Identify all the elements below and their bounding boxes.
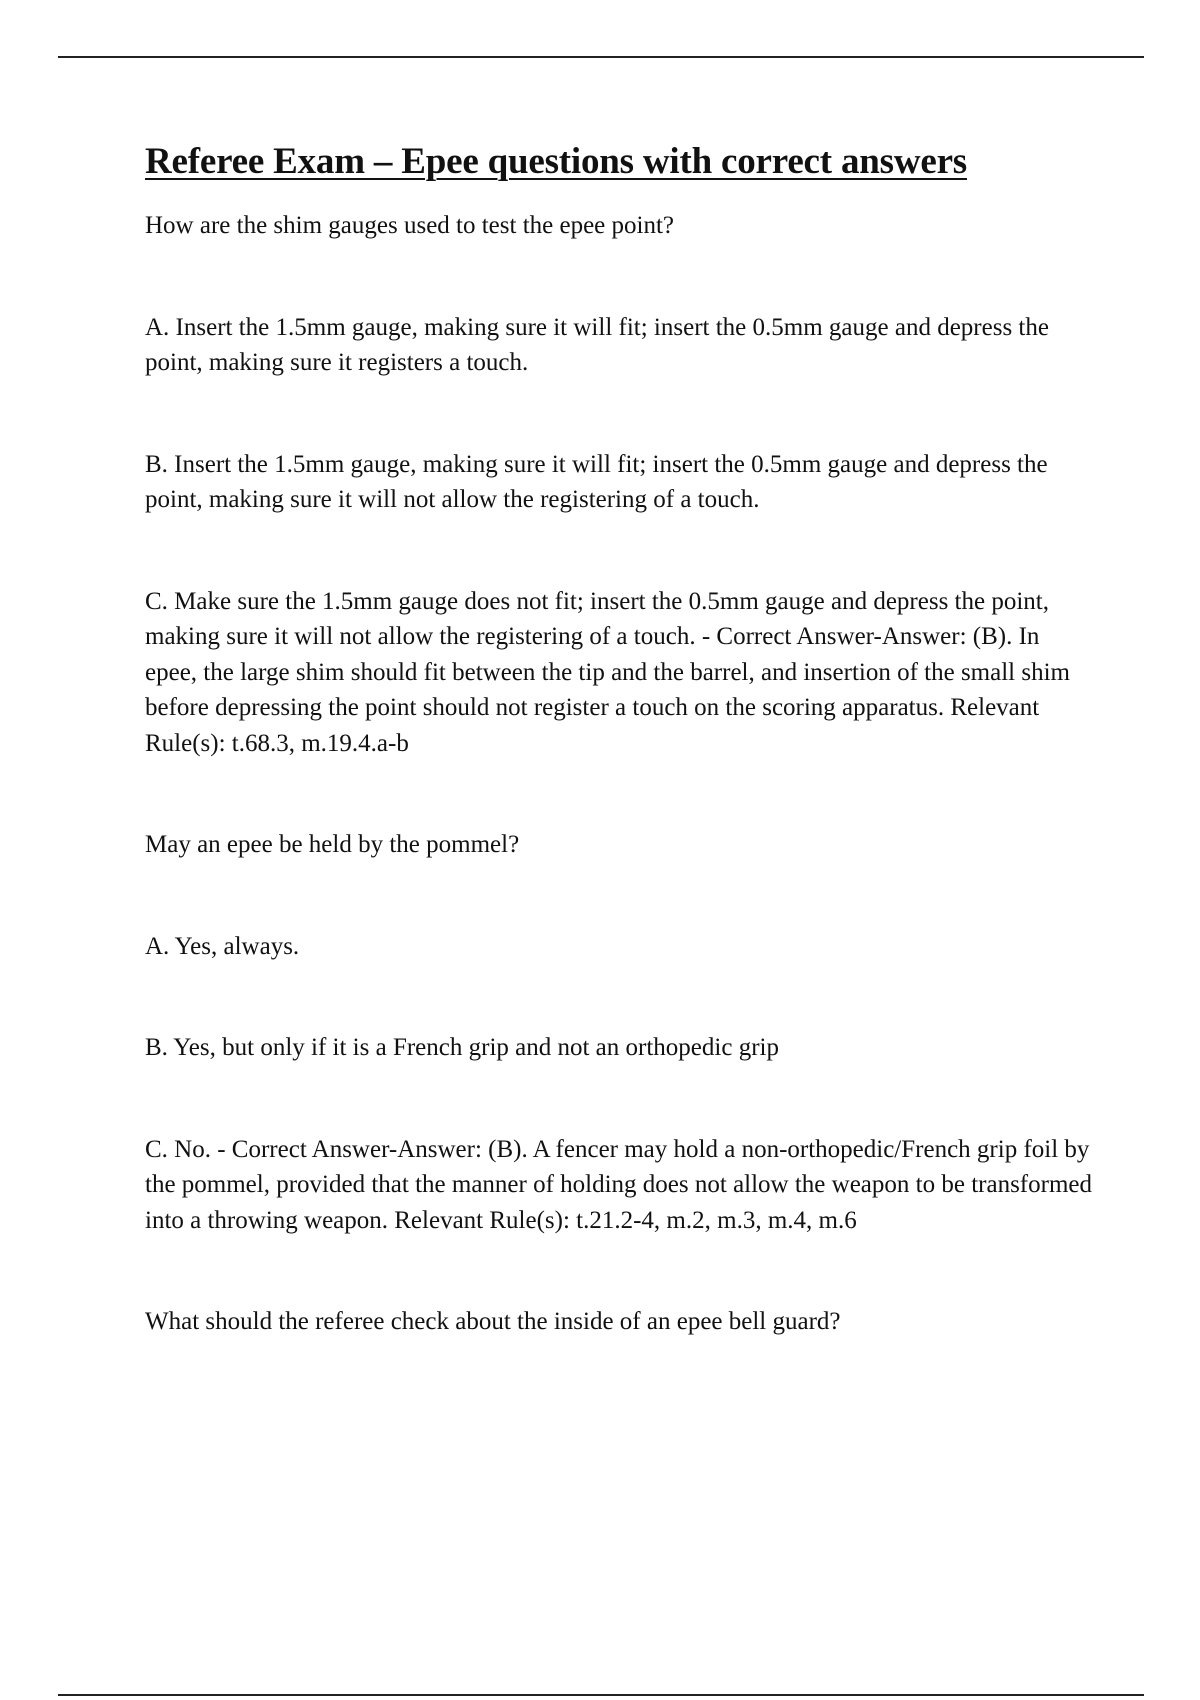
question-1: How are the shim gauges used to test the epee point? [145, 212, 675, 240]
question-3: What should the referee check about the inside of an epee bell guard? [145, 1308, 841, 1336]
bottom-rule [58, 1694, 1144, 1696]
question-2-option-c-answer: C. No. - Correct Answer-Answer: (B). A fencer may hold a non-orthopedic/French grip foil by the pommel, provided that the manner of holding does not allow the weapon to be transformed into a throwing weapon. Relevant Rule(s): t.21.2-4, m.2, m.3, m.4, m.6 [145, 1135, 1092, 1234]
question-1-option-b: B. Insert the 1.5mm gauge, making sure it will fit; insert the 0.5mm gauge and depress the point, making sure it will not allow the registering of a touch. [145, 450, 1048, 514]
top-rule [58, 56, 1144, 58]
question-1-option-c-answer: C. Make sure the 1.5mm gauge does not fit; insert the 0.5mm gauge and depress the point, making sure it will not allow the registering of a touch. - Correct Answer-Answer: (B). In epee, the large shim should fit between the tip and the barrel, and insertion of the small shim before depressing the point should not register a touch on the scoring apparatus. Relevant Rule(s): t.68.3, m.19.4.a-b [145, 587, 1070, 757]
question-1-option-a: A. Insert the 1.5mm gauge, making sure it will fit; insert the 0.5mm gauge and depress the point, making sure it registers a touch. [145, 313, 1049, 377]
question-2: May an epee be held by the pommel? [145, 831, 520, 859]
document-body [145, 140, 1095, 1340]
question-2-option-a: A. Yes, always. [145, 932, 300, 960]
document-title: Referee Exam – Epee questions with correct answers [145, 141, 967, 182]
question-2-option-b: B. Yes, but only if it is a French grip and not an orthopedic grip [145, 1034, 779, 1062]
